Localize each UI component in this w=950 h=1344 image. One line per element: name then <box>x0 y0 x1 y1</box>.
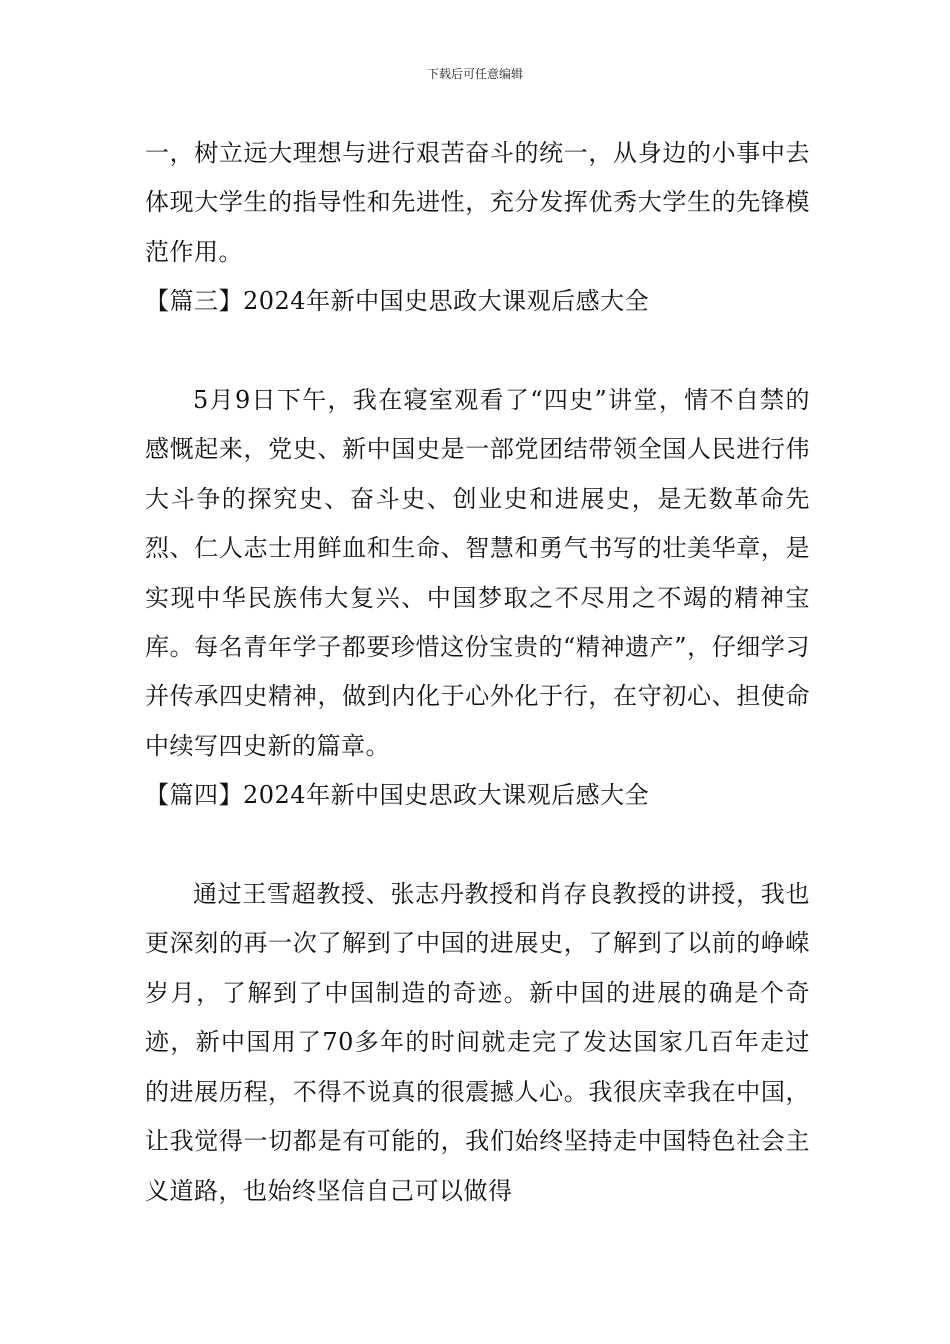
section-heading-part4: 【篇四】2024年新中国史思政大课观后感大全 <box>145 781 650 810</box>
page-header: 下载后可任意编辑 <box>426 67 523 81</box>
blank-line <box>145 821 810 870</box>
paragraph-continuation: 一，树立远大理想与进行艰苦奋斗的统一，从身边的小事中去体现大学生的指导性和先进性，充分发挥优秀大学生的先锋模范作用。 <box>145 139 810 266</box>
section-heading-part3: 【篇三】2024年新中国史思政大课观后感大全 <box>145 287 650 316</box>
paragraph-part3: 5月9日下午，我在寝室观看了“四史”讲堂，情不自禁的感慨起来，党史、新中国史是一部党团结带领全国人民进行伟大斗争的探究史、奋斗史、创业史和进展史，是无数革命先烈、仁人志士用鲜血和生命、智慧和勇气书写的壮美华章，是实现中华民族伟大复兴、中国梦取之不尽用之不竭的精神宝库。每名青年学子都要珍惜这份宝贵的“精神遗产”，仔细学习并传承四史精神，做到内化于心外化于行，在守初心、担使命中续写四史新的篇章。 <box>145 386 810 760</box>
paragraph-part4: 通过王雪超教授、张志丹教授和肖存良教授的讲授，我也更深刻的再一次了解到了中国的进展史，了解到了以前的峥嵘岁月，了解到了中国制造的奇迹。新中国的进展的确是个奇迹，新中国用了70多年的时间就走完了发达国家几百年走过的进展历程，不得不说真的很震撼人心。我很庆幸我在中国，让我觉得一切都是有可能的，我们始终坚持走中国特色社会主义道路，也始终坚信自己可以做得 <box>145 880 810 1205</box>
blank-line <box>145 327 810 376</box>
document-body <box>145 129 810 1216</box>
